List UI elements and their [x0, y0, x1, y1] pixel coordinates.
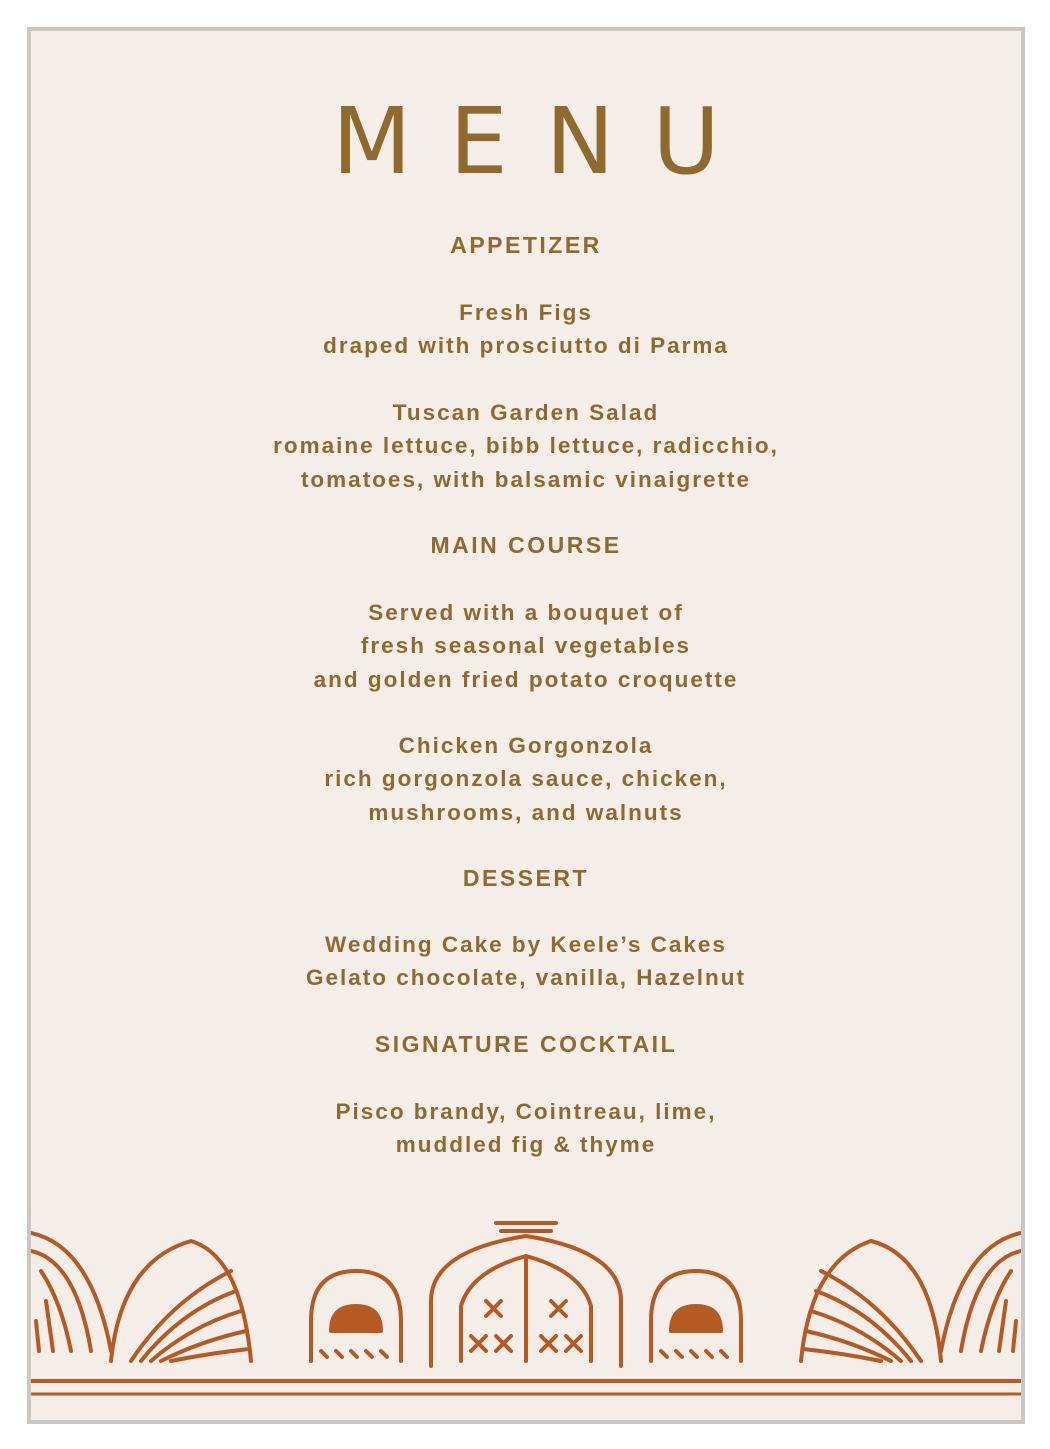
menu-item — [31, 596, 1021, 696]
item-line: Gelato chocolate, vanilla, Hazelnut — [305, 965, 747, 991]
arch-fan-ornament-right — [801, 1241, 941, 1361]
section-heading: MAIN COURSE — [430, 532, 622, 558]
section-appetizer — [31, 229, 1021, 262]
dome-window-ornament-left — [311, 1271, 401, 1361]
section-main-course — [31, 529, 1021, 562]
menu-item — [31, 928, 1021, 995]
section-heading: SIGNATURE COCKTAIL — [374, 1031, 678, 1057]
item-line: Wedding Cake by Keele’s Cakes — [325, 932, 727, 957]
decorative-arch-border — [31, 1211, 1021, 1420]
item-line: Tuscan Garden Salad — [392, 400, 660, 425]
item-line: Pisco brandy, Cointreau, lime, — [335, 1099, 717, 1124]
item-line: Served with a bouquet of — [368, 600, 684, 625]
section-dessert — [31, 862, 1021, 895]
item-line: and golden fried potato croquette — [313, 666, 739, 692]
section-heading: APPETIZER — [450, 232, 602, 258]
item-line: mushrooms, and walnuts — [368, 799, 684, 825]
dome-window-ornament-right — [651, 1271, 741, 1361]
menu-item — [31, 729, 1021, 829]
menu-item — [31, 396, 1021, 496]
fan-ornament-right-edge — [941, 1233, 1021, 1351]
section-heading: DESSERT — [462, 865, 590, 891]
item-line: romaine lettuce, bibb lettuce, radicchio, — [273, 433, 779, 459]
arch-fan-ornament-left — [111, 1241, 251, 1361]
item-line: fresh seasonal vegetables — [360, 633, 692, 659]
menu-item — [31, 296, 1021, 363]
menu-title: MENU — [332, 88, 758, 195]
menu-item — [31, 1095, 1021, 1162]
item-line: muddled fig & thyme — [395, 1132, 657, 1158]
item-line: tomatoes, with balsamic vinaigrette — [300, 466, 752, 492]
center-gothic-arch-ornament — [431, 1223, 621, 1366]
item-line: draped with prosciutto di Parma — [323, 333, 729, 359]
section-signature-cocktail — [31, 1028, 1021, 1061]
item-line: Chicken Gorgonzola — [398, 733, 654, 758]
menu-card — [27, 27, 1025, 1424]
item-line: Fresh Figs — [459, 300, 593, 325]
fan-ornament-left-edge — [31, 1233, 111, 1351]
item-line: rich gorgonzola sauce, chicken, — [324, 766, 728, 792]
